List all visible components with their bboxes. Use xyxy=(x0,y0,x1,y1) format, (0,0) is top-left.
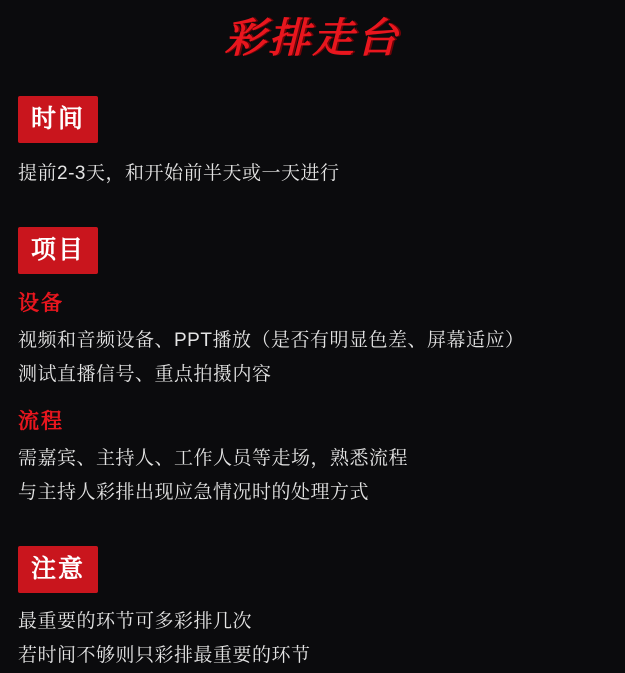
body-line: 若时间不够则只彩排最重要的环节 xyxy=(18,645,311,666)
body-line: 与主持人彩排出现应急情况时的处理方式 xyxy=(18,482,370,503)
section-body-attention xyxy=(18,605,607,673)
section-body-time xyxy=(18,157,607,191)
section-project xyxy=(18,197,607,510)
section-tag-time: 时间 xyxy=(18,96,98,143)
subsection-heading-process: 流程 xyxy=(18,409,64,433)
page-title: 彩排走台 xyxy=(224,14,401,62)
body-line: 视频和音频设备、PPT播放（是否有明显色差、屏幕适应） xyxy=(18,330,525,351)
section-attention xyxy=(18,516,607,673)
subsection-body-equipment xyxy=(18,324,607,392)
section-time xyxy=(18,70,607,191)
body-line: 最重要的环节可多彩排几次 xyxy=(18,611,253,632)
section-tag-project: 项目 xyxy=(18,227,98,274)
body-line: 提前2-3天，和开始前半天或一天进行 xyxy=(18,163,340,184)
subsection-heading-equipment: 设备 xyxy=(18,291,64,315)
body-line: 测试直播信号、重点拍摄内容 xyxy=(18,364,272,385)
subsection-body-process xyxy=(18,442,607,510)
body-line: 需嘉宾、主持人、工作人员等走场，熟悉流程 xyxy=(18,448,409,469)
section-tag-attention: 注意 xyxy=(18,546,98,593)
